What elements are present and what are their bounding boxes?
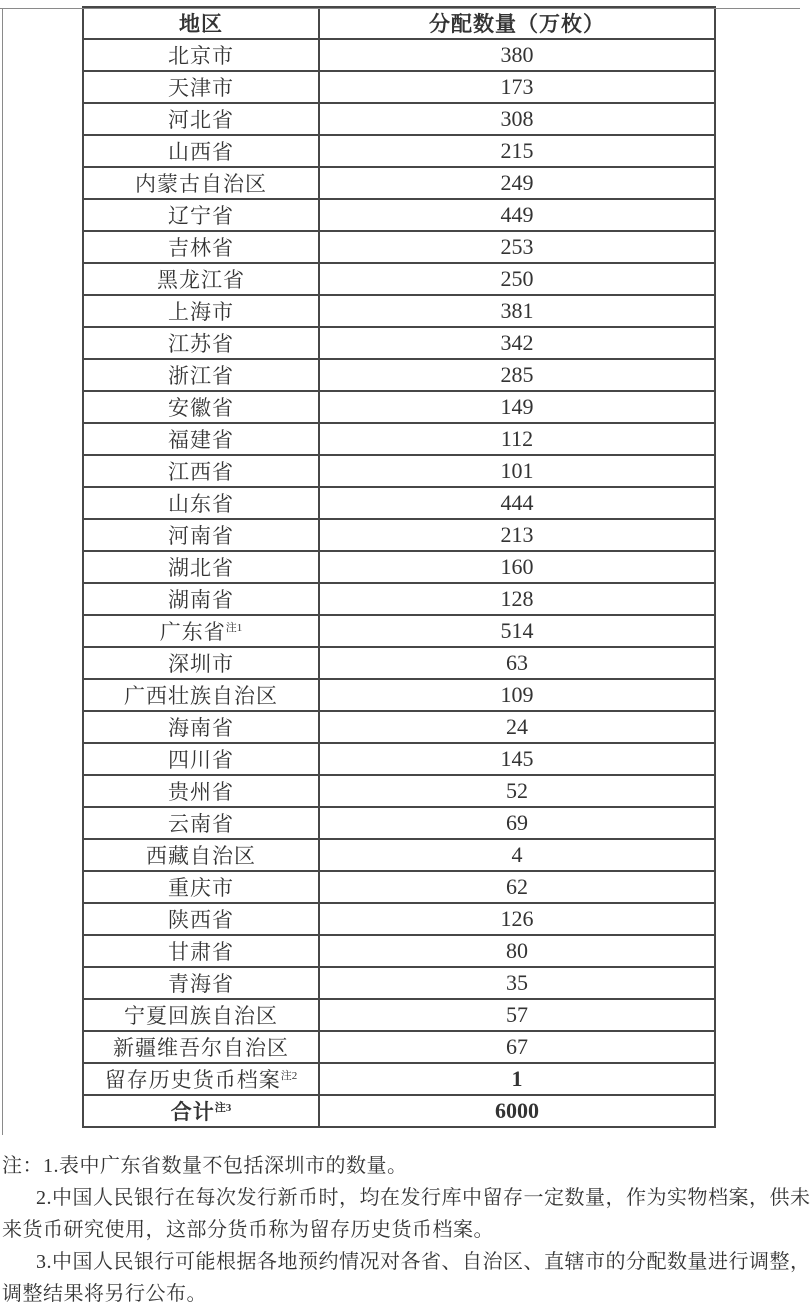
quantity-cell: 6000 <box>319 1095 715 1127</box>
region-cell <box>83 647 319 679</box>
region-label: 上海市 <box>168 300 234 324</box>
region-cell <box>83 1063 319 1095</box>
region-label: 海南省 <box>168 716 234 740</box>
quantity-cell: 57 <box>319 999 715 1031</box>
table-row <box>83 839 715 871</box>
table-body <box>83 39 715 1127</box>
table-row <box>83 103 715 135</box>
region-cell <box>83 1031 319 1063</box>
quantity-cell: 80 <box>319 935 715 967</box>
footnote-line: 来货币研究使用，这部分货币称为留存历史货币档案。 <box>2 1219 494 1241</box>
region-cell <box>83 295 319 327</box>
quantity-cell: 381 <box>319 295 715 327</box>
footnote-line: 注：1.表中广东省数量不包括深圳市的数量。 <box>2 1155 408 1177</box>
region-cell <box>83 711 319 743</box>
region-label: 甘肃省 <box>168 940 234 964</box>
quantity-cell: 444 <box>319 487 715 519</box>
region-cell <box>83 871 319 903</box>
table-row <box>83 775 715 807</box>
table-row <box>83 327 715 359</box>
footnote-line: 调整结果将另行公布。 <box>2 1283 207 1305</box>
region-cell <box>83 199 319 231</box>
quantity-cell: 308 <box>319 103 715 135</box>
page-left-border-line <box>2 8 3 1135</box>
region-label: 河北省 <box>168 108 234 132</box>
note-reference-superscript: 注1 <box>225 622 243 634</box>
note-reference-superscript: 注2 <box>280 1070 298 1082</box>
table-row <box>83 1063 715 1095</box>
quantity-cell: 213 <box>319 519 715 551</box>
quantity-cell: 449 <box>319 199 715 231</box>
region-label: 辽宁省 <box>168 204 234 228</box>
region-label: 福建省 <box>168 428 234 452</box>
footnotes <box>2 1150 811 1310</box>
region-cell <box>83 455 319 487</box>
quantity-cell: 215 <box>319 135 715 167</box>
table-row <box>83 807 715 839</box>
region-cell <box>83 615 319 647</box>
table-row <box>83 199 715 231</box>
region-cell <box>83 359 319 391</box>
region-label: 广东省 <box>159 620 226 644</box>
quantity-cell: 253 <box>319 231 715 263</box>
quantity-cell: 52 <box>319 775 715 807</box>
quantity-cell: 145 <box>319 743 715 775</box>
quantity-cell: 250 <box>319 263 715 295</box>
header-cell-region: 地区 <box>83 7 319 39</box>
table-row <box>83 295 715 327</box>
table-row <box>83 871 715 903</box>
region-label: 河南省 <box>168 524 234 548</box>
table-row <box>83 71 715 103</box>
table-row <box>83 39 715 71</box>
region-cell <box>83 999 319 1031</box>
region-cell <box>83 743 319 775</box>
quantity-cell: 342 <box>319 327 715 359</box>
region-cell <box>83 551 319 583</box>
region-cell <box>83 135 319 167</box>
region-cell <box>83 519 319 551</box>
region-cell <box>83 71 319 103</box>
quantity-cell: 128 <box>319 583 715 615</box>
region-label: 浙江省 <box>168 364 234 388</box>
quantity-cell: 35 <box>319 967 715 999</box>
region-cell <box>83 167 319 199</box>
quantity-cell: 173 <box>319 71 715 103</box>
region-cell <box>83 1095 319 1127</box>
region-cell <box>83 967 319 999</box>
region-label: 西藏自治区 <box>146 844 256 868</box>
region-cell <box>83 263 319 295</box>
region-label: 天津市 <box>168 76 234 100</box>
footnote-line: 2.中国人民银行在每次发行新币时，均在发行库中留存一定数量，作为实物档案，供未 <box>36 1187 811 1209</box>
page-top-border-line <box>0 8 800 9</box>
quantity-cell: 1 <box>319 1063 715 1095</box>
table-row <box>83 455 715 487</box>
quantity-cell: 514 <box>319 615 715 647</box>
table-row <box>83 679 715 711</box>
quantity-cell: 109 <box>319 679 715 711</box>
region-label: 合计 <box>170 1100 215 1124</box>
table-row <box>83 999 715 1031</box>
table-row <box>83 1031 715 1063</box>
region-label: 重庆市 <box>168 876 234 900</box>
table-row <box>83 359 715 391</box>
table-row <box>83 615 715 647</box>
table-row <box>83 231 715 263</box>
table-header <box>83 7 715 39</box>
footnote-line: 3.中国人民银行可能根据各地预约情况对各省、自治区、直辖市的分配数量进行调整， <box>36 1251 811 1273</box>
region-label: 内蒙古自治区 <box>135 172 267 196</box>
region-label: 留存历史货币档案 <box>104 1068 281 1092</box>
region-label: 广西壮族自治区 <box>124 684 278 708</box>
table-row <box>83 263 715 295</box>
region-label: 宁夏回族自治区 <box>124 1004 278 1028</box>
table-row <box>83 935 715 967</box>
region-label: 北京市 <box>168 44 234 68</box>
region-label: 贵州省 <box>168 780 234 804</box>
table-row <box>83 903 715 935</box>
region-cell <box>83 391 319 423</box>
region-cell <box>83 583 319 615</box>
region-label: 青海省 <box>168 972 234 996</box>
region-cell <box>83 423 319 455</box>
allocation-table <box>82 6 716 1128</box>
table-row <box>83 423 715 455</box>
region-label: 安徽省 <box>168 396 234 420</box>
region-label: 湖北省 <box>168 556 234 580</box>
region-label: 江西省 <box>168 460 234 484</box>
table-row <box>83 743 715 775</box>
region-cell <box>83 679 319 711</box>
table-row <box>83 167 715 199</box>
region-label: 陕西省 <box>168 908 234 932</box>
region-label: 山东省 <box>168 492 234 516</box>
region-label: 黑龙江省 <box>157 268 245 292</box>
region-label: 吉林省 <box>168 236 234 260</box>
table-row <box>83 711 715 743</box>
region-cell <box>83 231 319 263</box>
region-label: 四川省 <box>168 748 234 772</box>
quantity-cell: 160 <box>319 551 715 583</box>
table-row <box>83 967 715 999</box>
quantity-cell: 69 <box>319 807 715 839</box>
region-cell <box>83 935 319 967</box>
region-label: 湖南省 <box>168 588 234 612</box>
table-row <box>83 519 715 551</box>
quantity-cell: 149 <box>319 391 715 423</box>
region-cell <box>83 775 319 807</box>
region-cell <box>83 487 319 519</box>
table-row <box>83 647 715 679</box>
header-cell-quantity: 分配数量（万枚） <box>319 7 715 39</box>
region-label: 山西省 <box>168 140 234 164</box>
quantity-cell: 4 <box>319 839 715 871</box>
table-row <box>83 583 715 615</box>
table-row <box>83 551 715 583</box>
region-label: 江苏省 <box>168 332 234 356</box>
region-label: 云南省 <box>168 812 234 836</box>
region-cell <box>83 39 319 71</box>
table-row <box>83 135 715 167</box>
region-cell <box>83 103 319 135</box>
quantity-cell: 67 <box>319 1031 715 1063</box>
header-row <box>83 7 715 39</box>
region-cell <box>83 807 319 839</box>
quantity-cell: 249 <box>319 167 715 199</box>
region-cell <box>83 839 319 871</box>
quantity-cell: 63 <box>319 647 715 679</box>
quantity-cell: 285 <box>319 359 715 391</box>
note-reference-superscript: 注3 <box>214 1102 232 1114</box>
region-label: 深圳市 <box>168 652 234 676</box>
quantity-cell: 62 <box>319 871 715 903</box>
table-row <box>83 487 715 519</box>
region-label: 新疆维吾尔自治区 <box>113 1036 289 1060</box>
quantity-cell: 380 <box>319 39 715 71</box>
table-row <box>83 1095 715 1127</box>
table-row <box>83 391 715 423</box>
region-cell <box>83 903 319 935</box>
quantity-cell: 24 <box>319 711 715 743</box>
region-cell <box>83 327 319 359</box>
quantity-cell: 112 <box>319 423 715 455</box>
quantity-cell: 126 <box>319 903 715 935</box>
quantity-cell: 101 <box>319 455 715 487</box>
